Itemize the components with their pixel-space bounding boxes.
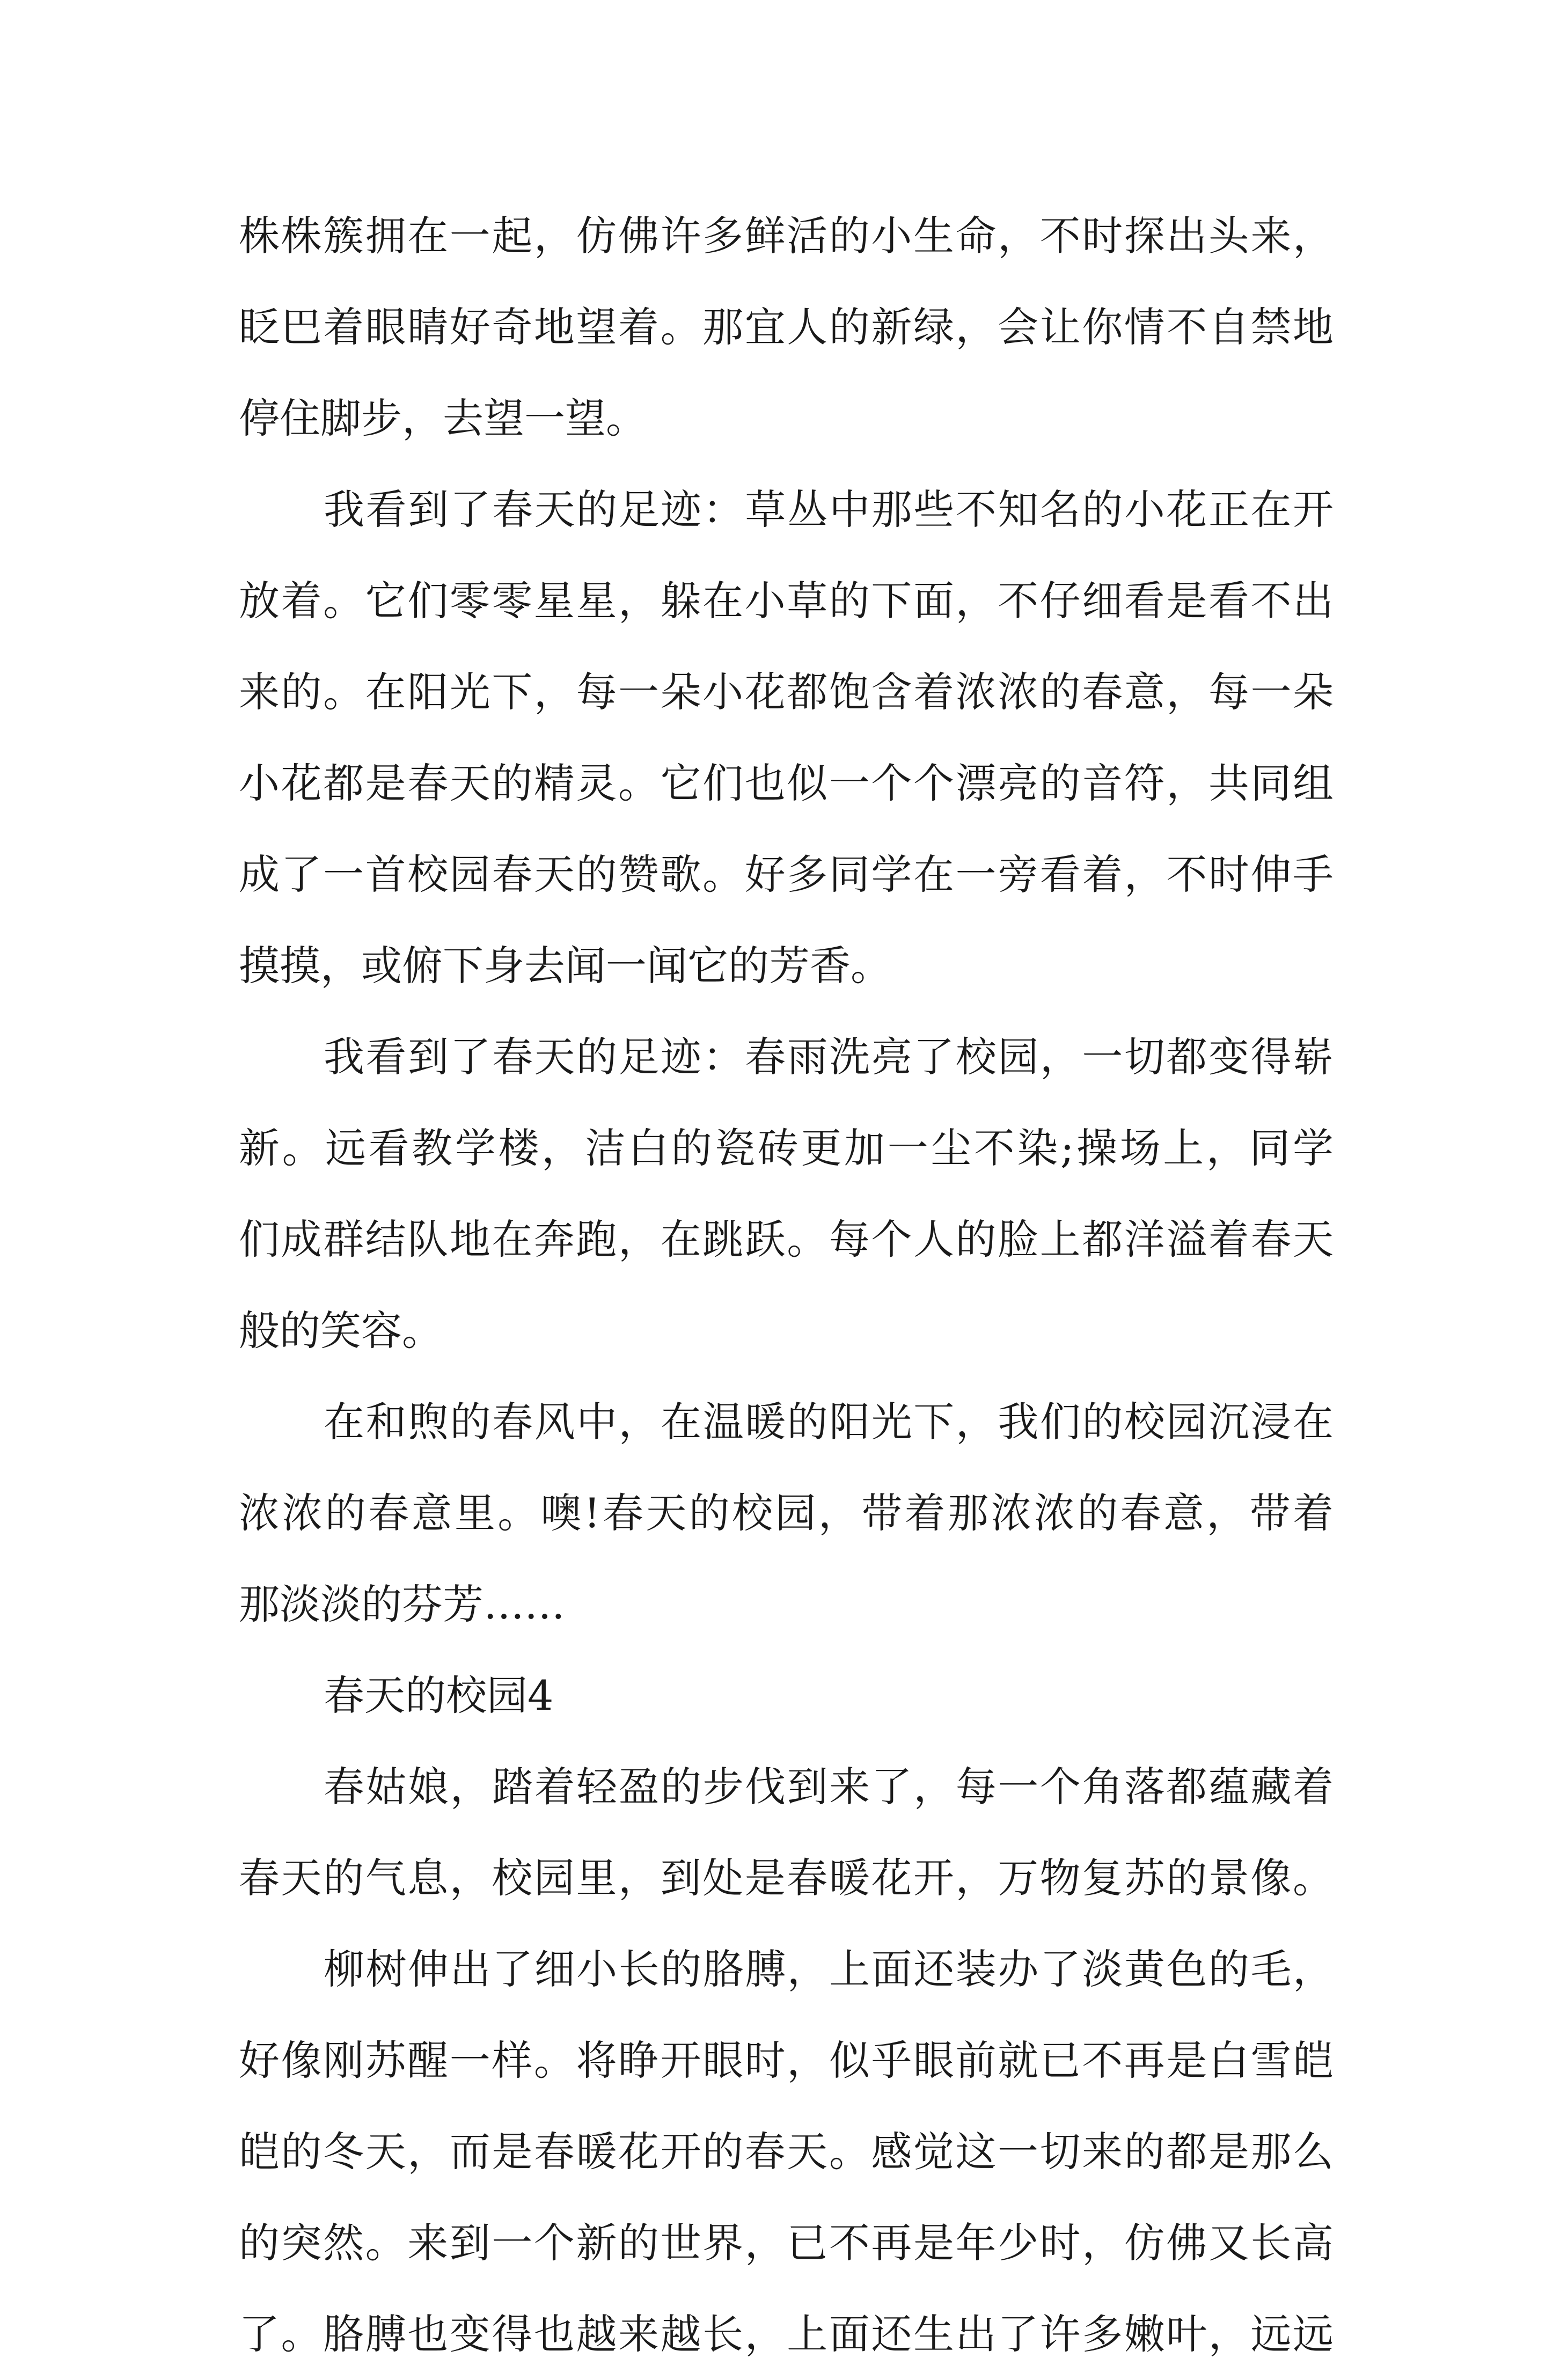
text-line: 小花都是春天的精灵。它们也似一个个漂亮的音符，共同组 bbox=[239, 759, 1334, 807]
text-line: 春天的气息，校园里，到处是春暖花开，万物复苏的景像。 bbox=[239, 1854, 1334, 1902]
section-heading: 春天的校园4 bbox=[324, 1672, 554, 1719]
text-line: 好像刚苏醒一样。将睁开眼时，似乎眼前就已不再是白雪皑 bbox=[239, 2037, 1334, 2084]
text-line: 春姑娘，踏着轻盈的步伐到来了，每一个角落都蕴藏着 bbox=[324, 1763, 1334, 1811]
text-line: 我看到了春天的足迹：草丛中那些不知名的小花正在开 bbox=[324, 486, 1334, 533]
text-line: 摸摸，或俯下身去闻一闻它的芳香。 bbox=[239, 942, 891, 990]
text-line: 们成群结队地在奔跑，在跳跃。每个人的脸上都洋溢着春天 bbox=[239, 1215, 1334, 1263]
text-line: 浓浓的春意里。噢!春天的校园，带着那浓浓的春意，带着 bbox=[239, 1489, 1334, 1537]
text-line: 柳树伸出了细小长的胳膊，上面还装办了淡黄色的毛， bbox=[324, 1945, 1334, 1993]
text-line: 株株簇拥在一起，仿佛许多鲜活的小生命，不时探出头来， bbox=[239, 212, 1334, 260]
text-line: 停住脚步，去望一望。 bbox=[239, 394, 647, 442]
text-line: 来的。在阳光下，每一朵小花都饱含着浓浓的春意，每一朵 bbox=[239, 668, 1334, 716]
text-line: 成了一首校园春天的赞歌。好多同学在一旁看着，不时伸手 bbox=[239, 851, 1334, 898]
text-line: 放着。它们零零星星，躲在小草的下面，不仔细看是看不出 bbox=[239, 577, 1334, 625]
text-line: 的突然。来到一个新的世界，已不再是年少时，仿佛又长高 bbox=[239, 2219, 1334, 2267]
text-line: 我看到了春天的足迹：春雨洗亮了校园，一切都变得崭 bbox=[324, 1033, 1334, 1081]
text-line: 新。远看教学楼，洁白的瓷砖更加一尘不染;操场上，同学 bbox=[239, 1124, 1334, 1172]
text-line: 般的笑容。 bbox=[239, 1307, 443, 1354]
text-line: 了。胳膊也变得也越来越长，上面还生出了许多嫩叶，远远 bbox=[239, 2310, 1334, 2358]
text-line: 眨巴着眼睛好奇地望着。那宜人的新绿，会让你情不自禁地 bbox=[239, 303, 1334, 351]
body-text bbox=[239, 191, 1334, 2380]
text-line: 皑的冬天，而是春暖花开的春天。感觉这一切来的都是那么 bbox=[239, 2128, 1334, 2176]
text-line: 那淡淡的芬芳…… bbox=[239, 1580, 565, 1628]
text-line: 在和煦的春风中，在温暖的阳光下，我们的校园沉浸在 bbox=[324, 1398, 1334, 1446]
